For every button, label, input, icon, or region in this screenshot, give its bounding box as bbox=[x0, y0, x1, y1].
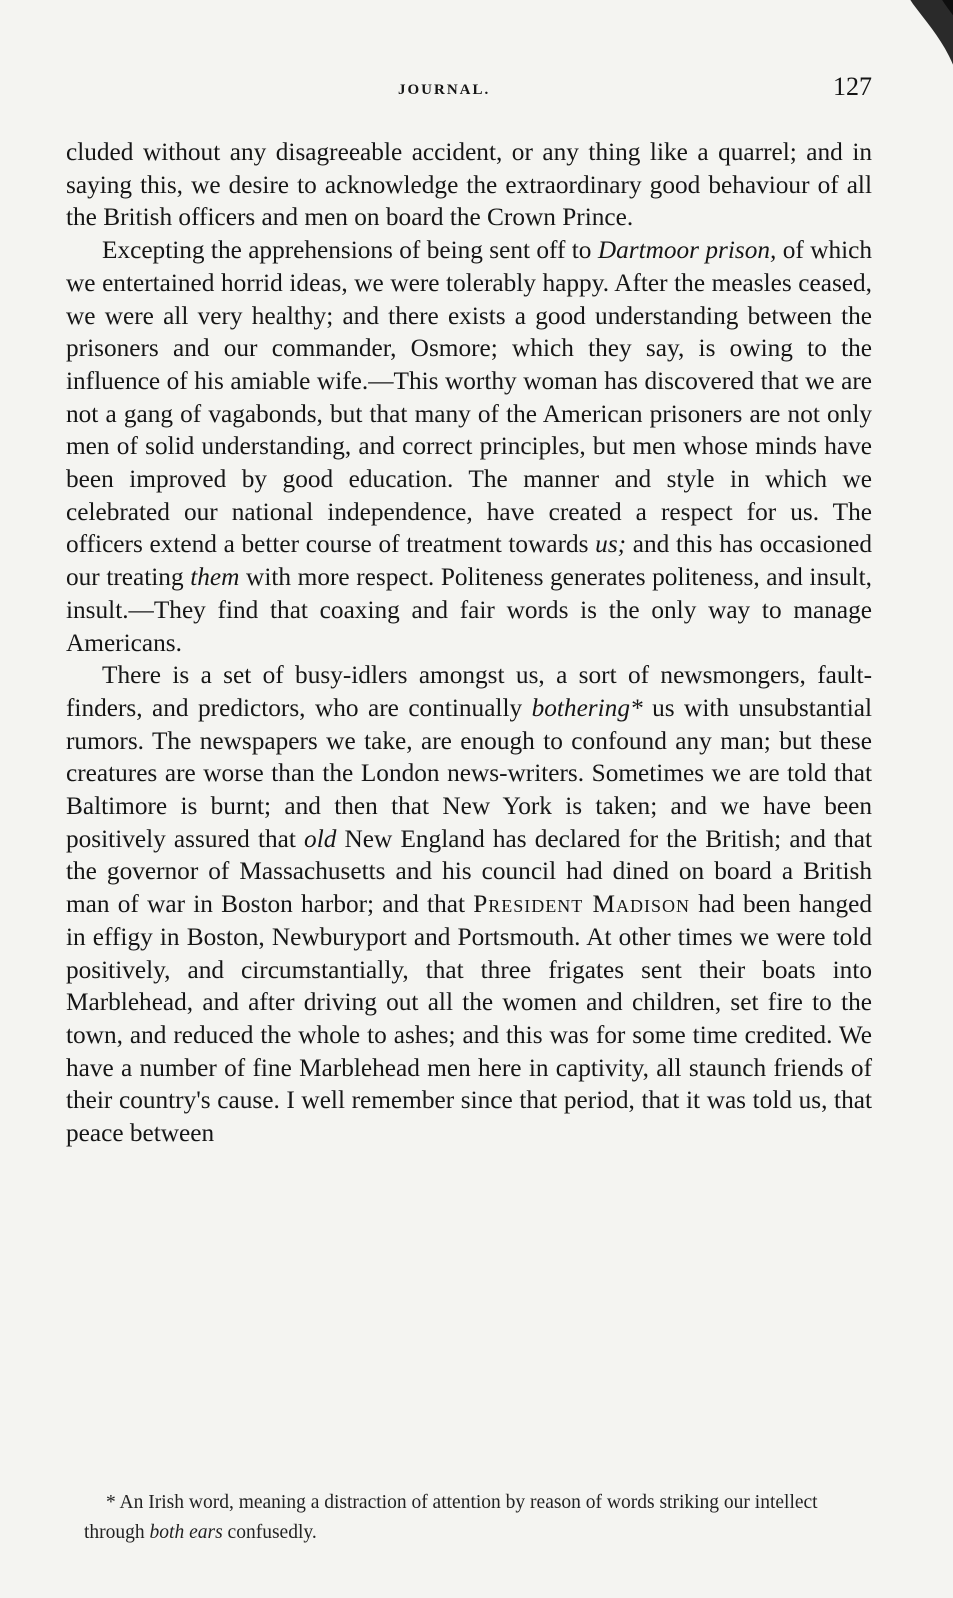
footnote-text-1: * An Irish word, meaning a distraction of attention by reason of words striking our intellect through bbox=[84, 1492, 818, 1543]
paragraph-2 bbox=[66, 234, 872, 659]
page-header bbox=[66, 72, 872, 112]
italic-bothering: bothering* bbox=[531, 693, 643, 722]
paragraph-3-text-4: had been hanged in effigy in Boston, Newburyport and Portsmouth. At other times we were told positively, and circumstantially, that three frigates sent their boats into Marblehead, and after driving out all the women and children, set fire to the town, and reduced the whole to ashes; and this was for some time credited. We have a number of fine Marblehead men here in captivity, all staunch friends of their country's cause. I well remember since that period, that it was told us, that peace between bbox=[66, 890, 872, 1148]
italic-dartmoor-prison: Dartmoor prison, bbox=[597, 236, 777, 265]
paragraph-2-text-3: and this has occasioned our treating bbox=[66, 530, 872, 592]
paragraph-2-text-1: Excepting the apprehensions of being sent off to bbox=[102, 236, 598, 265]
paragraph-1 bbox=[66, 136, 872, 234]
running-head: JOURNAL. bbox=[398, 82, 491, 98]
paragraph-3-text-1: There is a set of busy-idlers amongst us, a sort of newsmongers, fault-finders, and predictors, who are continually bbox=[66, 661, 872, 722]
page-number: 127 bbox=[833, 72, 872, 101]
italic-them: them bbox=[190, 563, 240, 592]
paragraph-1-text: cluded without any disagreeable accident, or any thing like a quarrel; and in saying this, we desire to acknowledge the extraordinary good behaviour of all the British officers and men on board the Crown Prince. bbox=[66, 138, 872, 232]
small-caps-president-madison: President Madison bbox=[473, 890, 690, 919]
footnote-italic-both-ears: both ears bbox=[149, 1522, 223, 1543]
paragraph-2-text-4: with more respect. Politeness generates politeness, and insult, insult.—They find that coaxing and fair words is the only way to manage Americans. bbox=[66, 563, 872, 657]
paragraph-3-text-3: New England has declared for the British; and that the governor of Massachusetts and his council had dined on board a British man of war in Boston harbor; and that bbox=[66, 824, 872, 919]
body-text bbox=[66, 136, 872, 1150]
paragraph-3-text-2: us with unsubstantial rumors. The newspapers we take, are enough to confound any man; but these creatures are worse than the London news-writers. Sometimes we are told that Baltimore is burnt; and then that New York is taken; and we have been positively assured that bbox=[66, 693, 872, 853]
footnote-text-2: confusedly. bbox=[222, 1522, 317, 1543]
italic-us: us; bbox=[595, 530, 627, 559]
italic-old: old bbox=[304, 824, 337, 853]
paragraph-2-text-2: of which we entertained horrid ideas, we were tolerably happy. After the measles ceased, we were all very healthy; and there exists a good understanding between the prisoners and our commander, Osmore; which they say, is owing to the influence of his amiable wife.—This worthy woman has discovered that we are not a gang of vagabonds, but that many of the American prisoners are not only men of solid understanding, and correct principles, but men whose minds have been improved by good education. The manner and style in which we celebrated our national independence, have created a respect for us. The officers extend a better course of treatment towards bbox=[66, 236, 873, 559]
paragraph-3 bbox=[66, 659, 872, 1150]
footnote bbox=[84, 1488, 874, 1548]
